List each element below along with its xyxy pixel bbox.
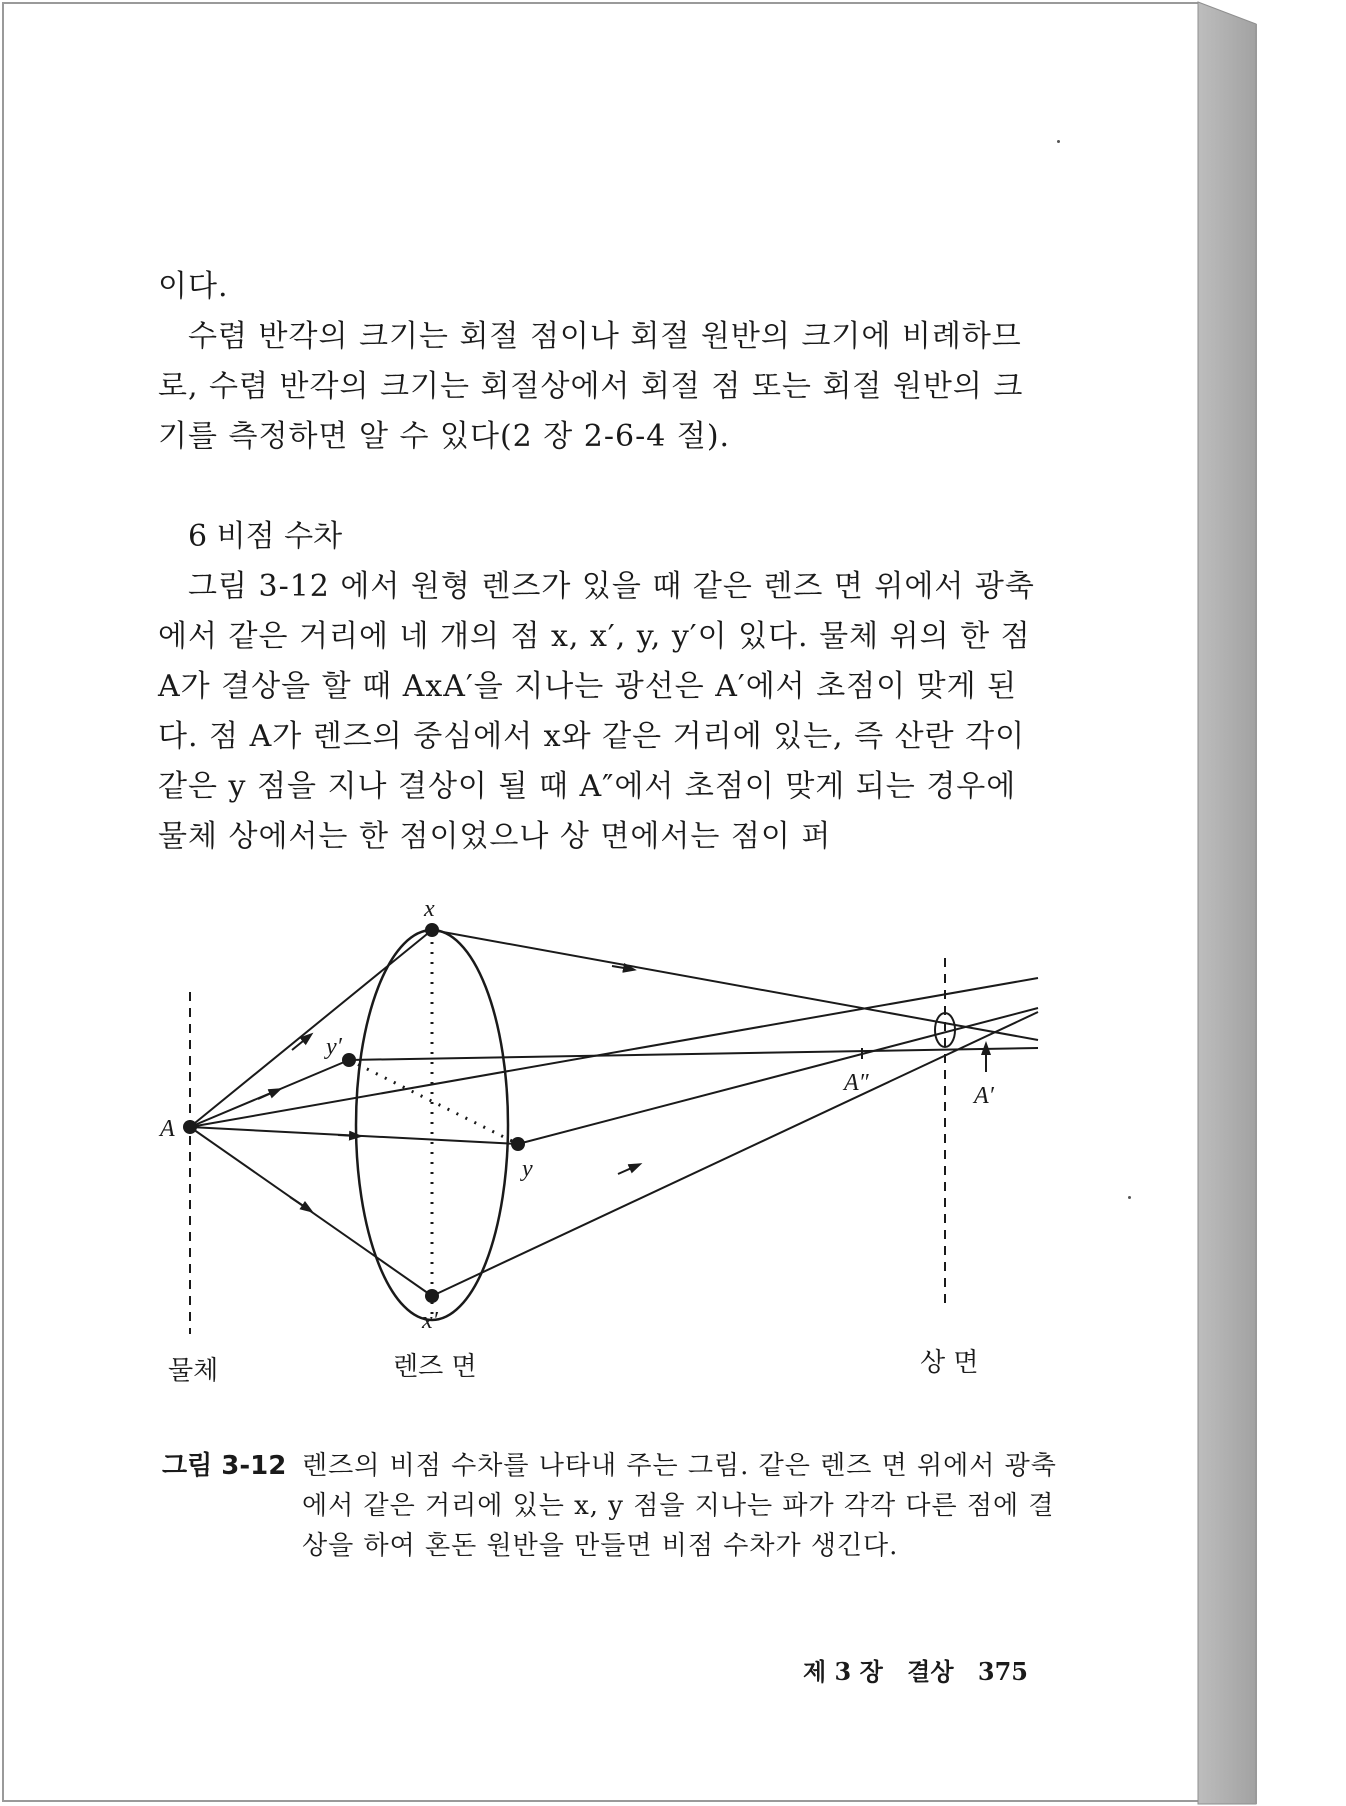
ray-xprime-onward: [432, 1012, 1038, 1296]
astigmatism-diagram: [158, 896, 1038, 1334]
point-y-prime: [342, 1053, 356, 1067]
label-x: x: [424, 896, 435, 922]
label-x-prime: x′: [422, 1308, 438, 1334]
caption-number: 그림 3-12: [162, 1451, 287, 1481]
ray-y-onward: [518, 1008, 1038, 1144]
lens-ellipse: [356, 930, 508, 1320]
label-A-double-prime: A″: [844, 1070, 869, 1096]
label-A: A: [160, 1116, 175, 1142]
footer-chapter-title: 결상: [907, 1657, 954, 1686]
point-A: [183, 1120, 197, 1134]
label-y: y: [522, 1156, 533, 1182]
speck: [1128, 1196, 1131, 1199]
ray-A-through-center: [190, 978, 1038, 1127]
ray-A-to-xprime: [190, 1127, 432, 1296]
point-x-prime: [425, 1289, 439, 1303]
point-x: [425, 923, 439, 937]
lens-plane-label: 렌즈 면: [393, 1352, 477, 1382]
paragraph: 수렴 반각의 크기는 회절 점이나 회절 원반의 크기에 비례하므로, 수렴 반각의 크기는 회절상에서 회절 점 또는 회절 원반의 크기를 측정하면 알 수 있다(2 장 2-6-4 절).: [158, 319, 1024, 454]
section-heading: 6 비점 수차: [188, 519, 343, 554]
ray-yprime-onward: [349, 1048, 1038, 1060]
page-footer: [787, 1652, 1028, 1687]
image-plane-label: 상 면: [920, 1348, 979, 1378]
paragraph: 그림 3-12 에서 원형 렌즈가 있을 때 같은 렌즈 면 위에서 광축에서 같은 거리에 네 개의 점 x, x′, y, y′이 있다. 물체 위의 한 점 A가 결상을 할 때 AxA′을 지나는 광선은 A′에서 초점이 맞게 된다. 점 A가 렌즈의 중심에서 x와 같은 거리에 있는, 즉 산란 각이 같은 y 점을 지나 결상이 될 때 A″에서 초점이 맞게 되는 경우에 물체 상에서는 한 점이었으나 상 면에서는 점이 퍼: [158, 569, 1035, 854]
page-edge-stack: [1198, 2, 1318, 1804]
speck: [1057, 140, 1060, 143]
ray-A-to-x: [190, 930, 432, 1127]
label-y-prime: y′: [326, 1034, 342, 1060]
footer-chapter: 제 3 장: [803, 1657, 883, 1686]
page-number: 375: [977, 1657, 1028, 1686]
point-y: [511, 1137, 525, 1151]
ray-diagram-svg: [158, 896, 1038, 1334]
caption-text: 렌즈의 비점 수차를 나타내 주는 그림. 같은 렌즈 면 위에서 광축에서 같은 거리에 있는 x, y 점을 지나는 파가 각각 다른 점에 결상을 하여 혼돈 원반을 만들면 비점 수차가 생긴다.: [302, 1451, 1057, 1561]
figure-caption: [162, 1446, 1062, 1566]
paragraph: 이다.: [158, 269, 229, 304]
object-plane-label: 물체: [168, 1356, 219, 1386]
ray-x-onward: [432, 930, 1038, 1040]
label-A-prime: A′: [974, 1083, 994, 1109]
